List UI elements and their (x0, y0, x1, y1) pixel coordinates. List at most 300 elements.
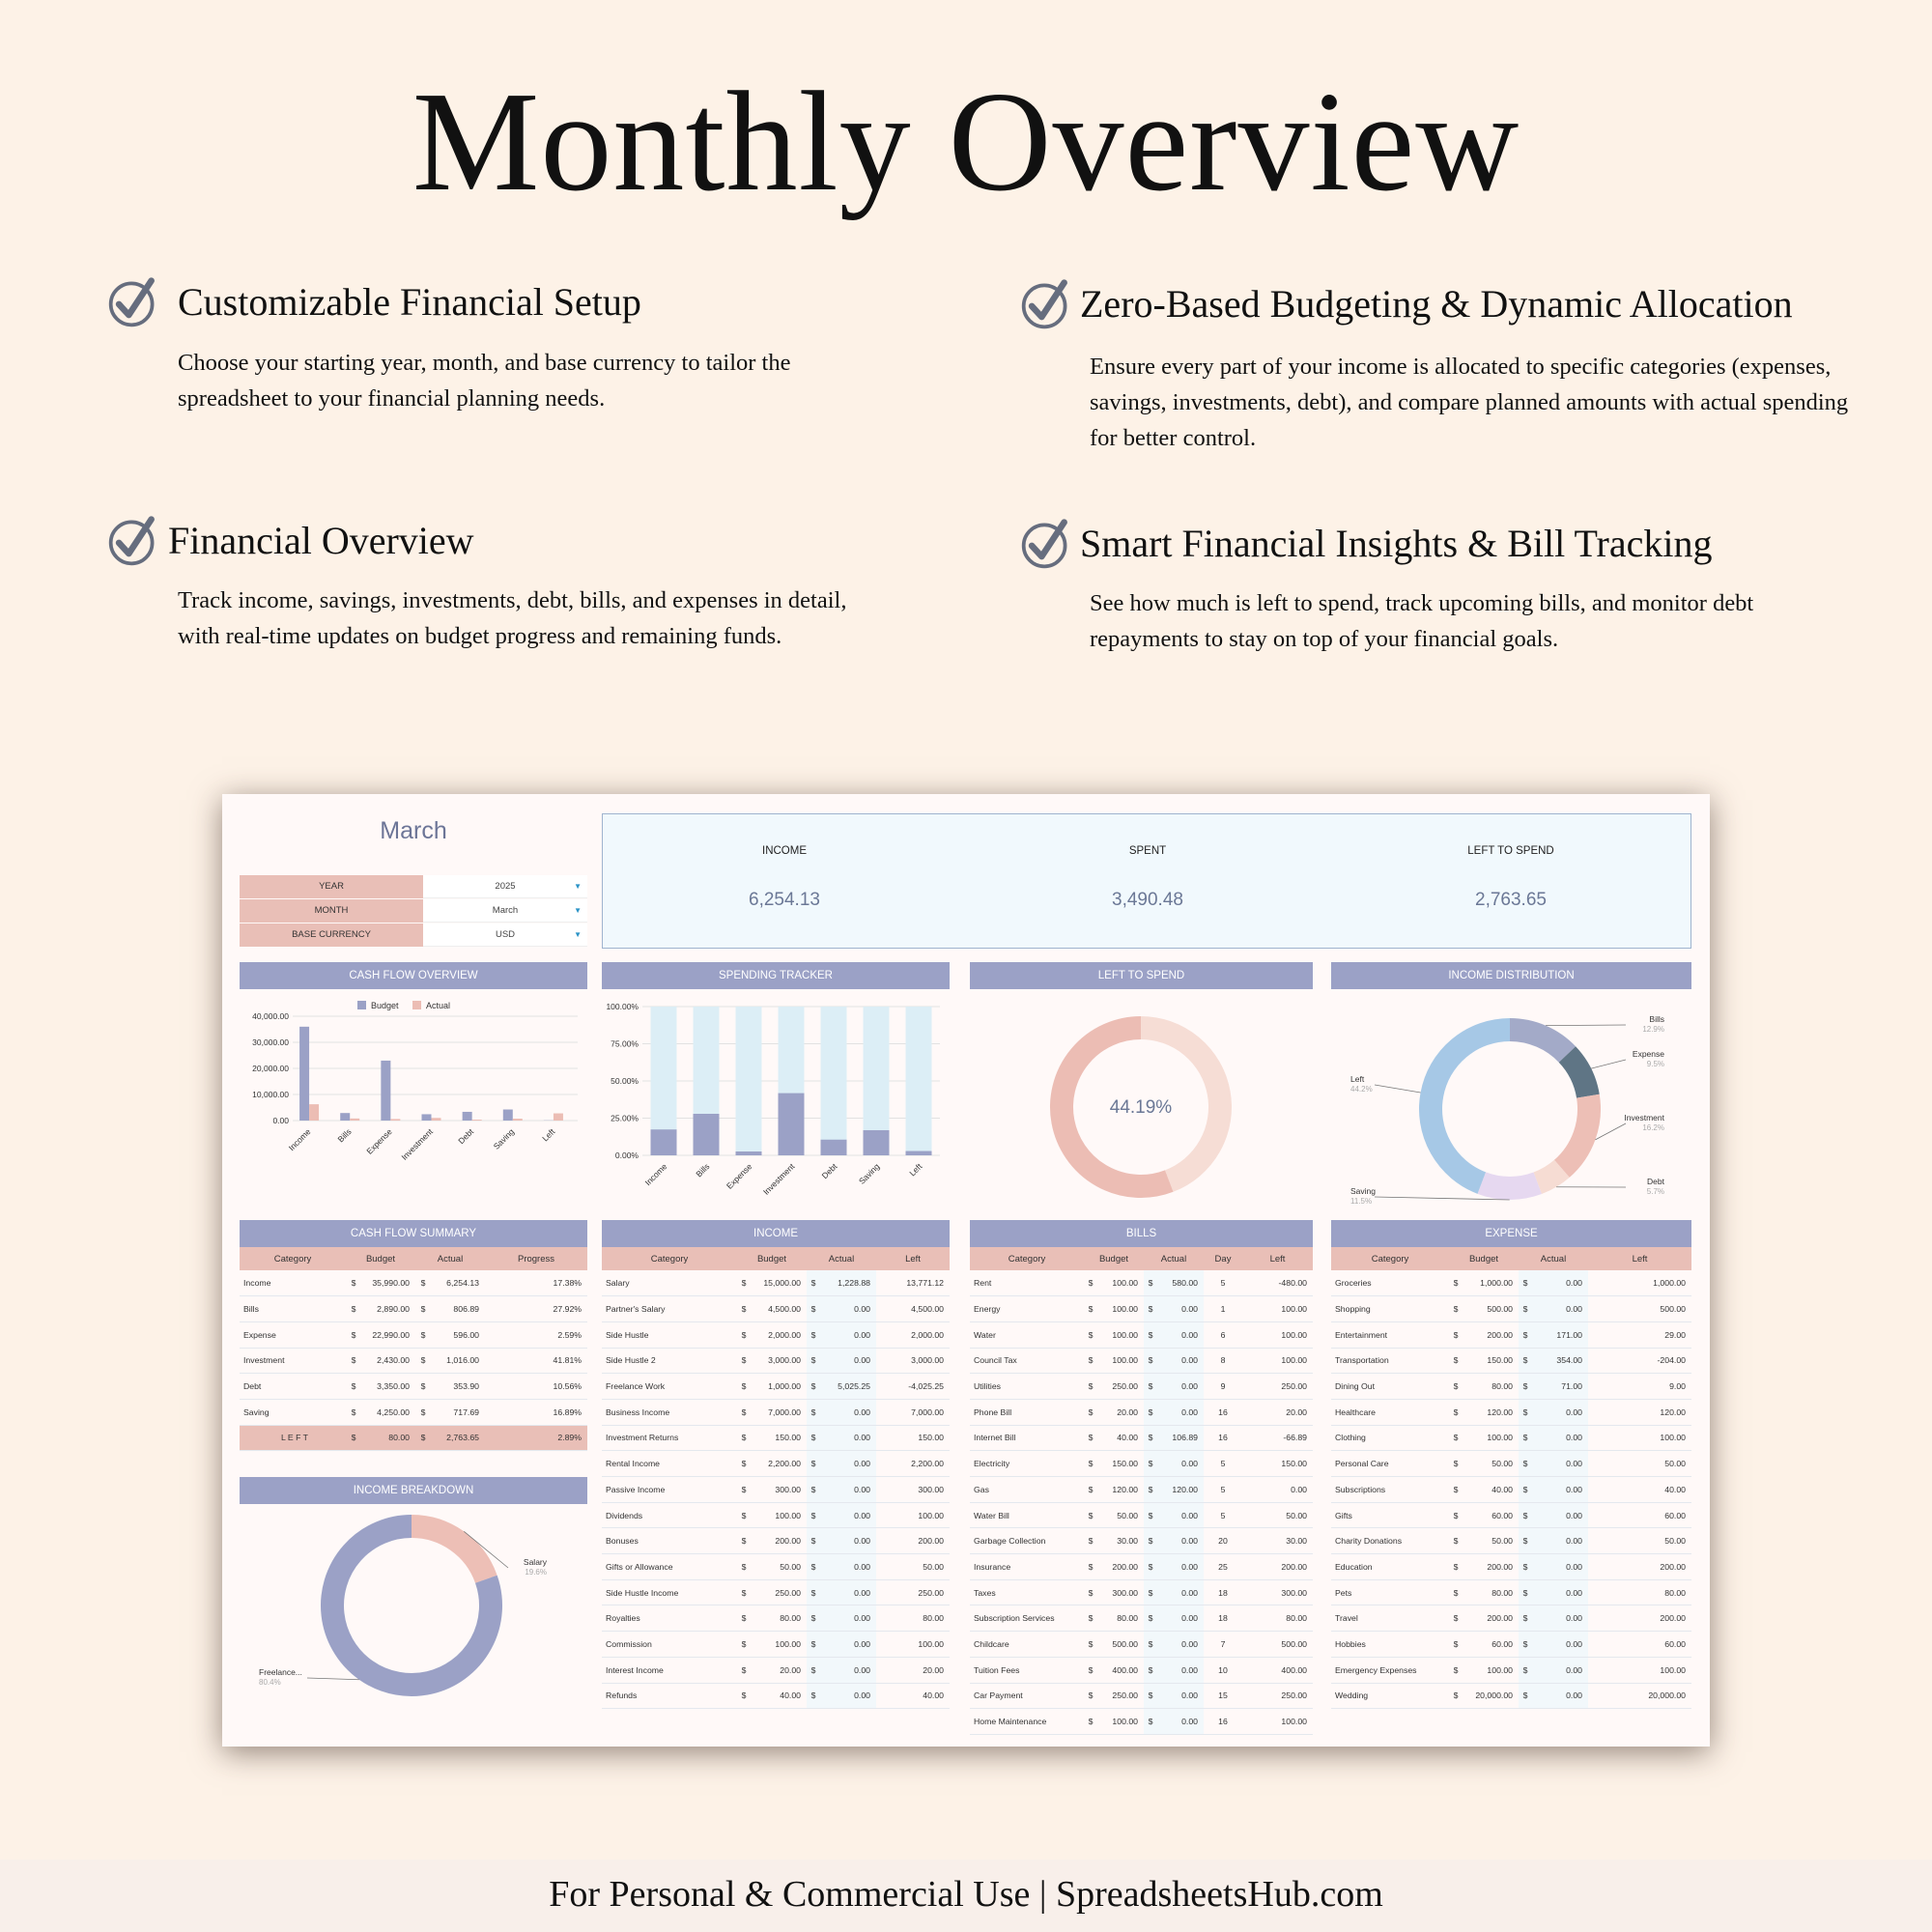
table-cell[interactable]: $ (1084, 1399, 1097, 1425)
table-cell[interactable]: 250.00 (1097, 1683, 1144, 1709)
table-cell[interactable]: 0.00 (1532, 1683, 1588, 1709)
table-cell[interactable]: $ (1449, 1348, 1463, 1374)
table-cell[interactable]: 106.89 (1157, 1425, 1204, 1451)
table-cell[interactable]: $ (1144, 1425, 1157, 1451)
table-cell[interactable]: $ (1449, 1528, 1463, 1554)
table-cell[interactable]: $ (1084, 1374, 1097, 1400)
table-cell[interactable]: Home Maintenance (970, 1709, 1084, 1735)
table-cell[interactable]: $ (1449, 1554, 1463, 1580)
table-cell[interactable]: Wedding (1331, 1683, 1449, 1709)
table-cell[interactable]: $ (737, 1528, 751, 1554)
table-cell[interactable]: 717.69 (431, 1399, 485, 1425)
table-cell[interactable]: 580.00 (1157, 1270, 1204, 1296)
table-cell[interactable]: 100.00 (876, 1502, 950, 1528)
table-cell[interactable]: 100.00 (1242, 1709, 1313, 1735)
table-cell[interactable]: $ (1519, 1554, 1532, 1580)
table-cell[interactable]: 100.00 (1588, 1657, 1691, 1683)
table-cell[interactable]: $ (1144, 1605, 1157, 1632)
table-cell[interactable]: $ (1084, 1632, 1097, 1658)
table-cell[interactable]: Dining Out (1331, 1374, 1449, 1400)
table-cell[interactable]: 0.00 (1532, 1502, 1588, 1528)
table-cell[interactable]: 100.00 (1242, 1348, 1313, 1374)
table-cell[interactable]: 13,771.12 (876, 1270, 950, 1296)
table-cell[interactable]: Travel (1331, 1605, 1449, 1632)
table-cell[interactable]: 250.00 (876, 1579, 950, 1605)
table-cell[interactable]: 22,990.00 (361, 1321, 415, 1348)
table-cell[interactable]: $ (1519, 1579, 1532, 1605)
table-cell[interactable]: Refunds (602, 1683, 737, 1709)
table-cell[interactable]: 0.00 (820, 1321, 876, 1348)
table-cell[interactable]: 18 (1204, 1605, 1242, 1632)
year-dropdown[interactable] (423, 875, 587, 898)
table-cell[interactable]: Investment Returns (602, 1425, 737, 1451)
table-cell[interactable]: L E F T (240, 1425, 346, 1451)
table-cell[interactable]: 353.90 (431, 1374, 485, 1400)
table-cell[interactable]: 2,200.00 (876, 1451, 950, 1477)
table-cell[interactable]: 100.00 (876, 1632, 950, 1658)
table-cell[interactable]: 120.00 (1588, 1399, 1691, 1425)
table-cell[interactable]: $ (737, 1270, 751, 1296)
table-cell[interactable]: 40.00 (1463, 1477, 1519, 1503)
table-cell[interactable]: 100.00 (1097, 1270, 1144, 1296)
table-cell[interactable]: $ (807, 1321, 820, 1348)
table-cell[interactable]: 200.00 (1463, 1605, 1519, 1632)
table-cell[interactable]: 120.00 (1463, 1399, 1519, 1425)
table-cell[interactable]: $ (1144, 1321, 1157, 1348)
table-cell[interactable]: $ (415, 1321, 431, 1348)
table-cell[interactable]: $ (1519, 1477, 1532, 1503)
table-cell[interactable]: Transportation (1331, 1348, 1449, 1374)
table-cell[interactable]: 2.89% (485, 1425, 587, 1451)
table-cell[interactable]: Commission (602, 1632, 737, 1658)
table-cell[interactable]: $ (1449, 1425, 1463, 1451)
table-cell[interactable]: Car Payment (970, 1683, 1084, 1709)
table-cell[interactable]: Rental Income (602, 1451, 737, 1477)
table-cell[interactable]: Business Income (602, 1399, 737, 1425)
table-cell[interactable]: Hobbies (1331, 1632, 1449, 1658)
table-cell[interactable]: $ (807, 1270, 820, 1296)
table-cell[interactable]: 0.00 (1157, 1374, 1204, 1400)
table-cell[interactable]: 10 (1204, 1657, 1242, 1683)
table-cell[interactable]: 20.00 (876, 1657, 950, 1683)
table-cell[interactable]: 100.00 (1242, 1296, 1313, 1322)
table-cell[interactable]: $ (807, 1348, 820, 1374)
table-cell[interactable]: 200.00 (1463, 1554, 1519, 1580)
table-cell[interactable]: Clothing (1331, 1425, 1449, 1451)
table-cell[interactable]: $ (807, 1296, 820, 1322)
table-cell[interactable]: 50.00 (1463, 1451, 1519, 1477)
table-cell[interactable]: Expense (240, 1321, 346, 1348)
table-cell[interactable]: 1 (1204, 1296, 1242, 1322)
table-cell[interactable]: 354.00 (1532, 1348, 1588, 1374)
table-cell[interactable]: $ (807, 1579, 820, 1605)
table-cell[interactable]: 35,990.00 (361, 1270, 415, 1296)
table-cell[interactable]: 4,250.00 (361, 1399, 415, 1425)
table-cell[interactable]: 41.81% (485, 1348, 587, 1374)
table-cell[interactable]: 40.00 (1097, 1425, 1144, 1451)
table-cell[interactable]: 150.00 (751, 1425, 807, 1451)
table-cell[interactable]: $ (807, 1657, 820, 1683)
table-cell[interactable]: 16 (1204, 1399, 1242, 1425)
table-cell[interactable]: 2.59% (485, 1321, 587, 1348)
table-cell[interactable]: 4,500.00 (876, 1296, 950, 1322)
table-cell[interactable]: Utilities (970, 1374, 1084, 1400)
table-cell[interactable]: $ (737, 1374, 751, 1400)
table-cell[interactable]: 100.00 (751, 1632, 807, 1658)
table-cell[interactable]: Entertainment (1331, 1321, 1449, 1348)
table-cell[interactable]: $ (1449, 1477, 1463, 1503)
table-cell[interactable]: 0.00 (820, 1605, 876, 1632)
table-cell[interactable]: 0.00 (1532, 1477, 1588, 1503)
table-cell[interactable]: $ (737, 1399, 751, 1425)
table-cell[interactable]: 16 (1204, 1425, 1242, 1451)
table-cell[interactable]: $ (415, 1348, 431, 1374)
table-cell[interactable]: 9.00 (1588, 1374, 1691, 1400)
table-cell[interactable]: 400.00 (1242, 1657, 1313, 1683)
table-cell[interactable]: $ (1084, 1502, 1097, 1528)
table-cell[interactable]: 120.00 (1097, 1477, 1144, 1503)
table-cell[interactable]: 806.89 (431, 1296, 485, 1322)
table-cell[interactable]: $ (1144, 1554, 1157, 1580)
table-cell[interactable]: 4,500.00 (751, 1296, 807, 1322)
table-cell[interactable]: 80.00 (1463, 1374, 1519, 1400)
table-cell[interactable]: Healthcare (1331, 1399, 1449, 1425)
table-cell[interactable]: 150.00 (1463, 1348, 1519, 1374)
table-cell[interactable]: $ (1519, 1296, 1532, 1322)
table-cell[interactable]: $ (346, 1321, 361, 1348)
table-cell[interactable]: 20.00 (1097, 1399, 1144, 1425)
table-cell[interactable]: $ (1144, 1632, 1157, 1658)
table-cell[interactable]: 0.00 (820, 1528, 876, 1554)
table-cell[interactable]: $ (415, 1399, 431, 1425)
table-cell[interactable]: $ (737, 1451, 751, 1477)
table-cell[interactable]: $ (807, 1451, 820, 1477)
table-cell[interactable]: 150.00 (1097, 1451, 1144, 1477)
table-cell[interactable]: $ (1084, 1296, 1097, 1322)
table-cell[interactable]: $ (737, 1579, 751, 1605)
table-cell[interactable]: $ (1144, 1374, 1157, 1400)
table-cell[interactable]: Gas (970, 1477, 1084, 1503)
table-cell[interactable]: Electricity (970, 1451, 1084, 1477)
table-cell[interactable]: Side Hustle (602, 1321, 737, 1348)
table-cell[interactable]: 20.00 (1242, 1399, 1313, 1425)
table-cell[interactable]: 100.00 (1588, 1425, 1691, 1451)
table-cell[interactable]: 0.00 (1157, 1502, 1204, 1528)
table-cell[interactable]: $ (1084, 1451, 1097, 1477)
table-cell[interactable]: 596.00 (431, 1321, 485, 1348)
table-cell[interactable]: 300.00 (1242, 1579, 1313, 1605)
table-cell[interactable]: Gifts (1331, 1502, 1449, 1528)
table-cell[interactable]: Investment (240, 1348, 346, 1374)
table-cell[interactable]: 0.00 (1532, 1296, 1588, 1322)
table-cell[interactable]: Interest Income (602, 1657, 737, 1683)
table-cell[interactable]: Side Hustle Income (602, 1579, 737, 1605)
table-cell[interactable]: $ (1519, 1321, 1532, 1348)
table-cell[interactable]: 0.00 (1532, 1554, 1588, 1580)
table-cell[interactable]: 40.00 (876, 1683, 950, 1709)
table-cell[interactable]: Emergency Expenses (1331, 1657, 1449, 1683)
table-cell[interactable]: 500.00 (1097, 1632, 1144, 1658)
table-cell[interactable]: 200.00 (1097, 1554, 1144, 1580)
table-cell[interactable]: 0.00 (820, 1554, 876, 1580)
table-cell[interactable]: $ (1144, 1709, 1157, 1735)
table-cell[interactable]: 50.00 (876, 1554, 950, 1580)
table-cell[interactable]: Passive Income (602, 1477, 737, 1503)
table-cell[interactable]: 2,763.65 (431, 1425, 485, 1451)
table-cell[interactable]: Taxes (970, 1579, 1084, 1605)
table-cell[interactable]: 0.00 (820, 1579, 876, 1605)
table-cell[interactable]: $ (737, 1632, 751, 1658)
table-cell[interactable]: $ (807, 1425, 820, 1451)
table-cell[interactable]: 300.00 (876, 1477, 950, 1503)
table-cell[interactable]: $ (415, 1270, 431, 1296)
table-cell[interactable]: 1,000.00 (1588, 1270, 1691, 1296)
table-cell[interactable]: 0.00 (1532, 1270, 1588, 1296)
table-cell[interactable]: $ (1449, 1632, 1463, 1658)
table-cell[interactable]: Bonuses (602, 1528, 737, 1554)
table-cell[interactable]: 500.00 (1588, 1296, 1691, 1322)
table-cell[interactable]: 100.00 (1097, 1296, 1144, 1322)
table-cell[interactable]: 60.00 (1463, 1502, 1519, 1528)
table-cell[interactable]: $ (1449, 1374, 1463, 1400)
table-cell[interactable]: 3,000.00 (876, 1348, 950, 1374)
table-cell[interactable]: Debt (240, 1374, 346, 1400)
table-cell[interactable]: 0.00 (1157, 1399, 1204, 1425)
table-cell[interactable]: $ (807, 1477, 820, 1503)
table-cell[interactable]: $ (1449, 1296, 1463, 1322)
table-cell[interactable]: Education (1331, 1554, 1449, 1580)
table-cell[interactable]: 1,016.00 (431, 1348, 485, 1374)
table-cell[interactable]: $ (346, 1425, 361, 1451)
table-cell[interactable]: 0.00 (1157, 1554, 1204, 1580)
table-cell[interactable]: 500.00 (1463, 1296, 1519, 1322)
table-cell[interactable]: 0.00 (1157, 1296, 1204, 1322)
table-cell[interactable]: 9 (1204, 1374, 1242, 1400)
table-cell[interactable]: $ (1144, 1451, 1157, 1477)
table-cell[interactable]: 80.00 (876, 1605, 950, 1632)
table-cell[interactable]: 0.00 (820, 1425, 876, 1451)
table-cell[interactable]: 30.00 (1097, 1528, 1144, 1554)
table-cell[interactable]: 80.00 (1463, 1579, 1519, 1605)
table-cell[interactable]: $ (1144, 1270, 1157, 1296)
month-dropdown[interactable] (423, 899, 587, 923)
table-cell[interactable]: Side Hustle 2 (602, 1348, 737, 1374)
table-cell[interactable]: 1,228.88 (820, 1270, 876, 1296)
table-cell[interactable]: $ (415, 1296, 431, 1322)
table-cell[interactable]: 17.38% (485, 1270, 587, 1296)
table-cell[interactable]: $ (1144, 1579, 1157, 1605)
table-cell[interactable]: Partner's Salary (602, 1296, 737, 1322)
table-cell[interactable]: 100.00 (1097, 1348, 1144, 1374)
table-cell[interactable]: 0.00 (1157, 1632, 1204, 1658)
table-cell[interactable]: 40.00 (751, 1683, 807, 1709)
table-cell[interactable]: Income (240, 1270, 346, 1296)
table-cell[interactable]: 50.00 (1588, 1451, 1691, 1477)
table-cell[interactable]: $ (1084, 1579, 1097, 1605)
table-cell[interactable]: Freelance Work (602, 1374, 737, 1400)
table-cell[interactable]: 300.00 (751, 1477, 807, 1503)
table-cell[interactable]: 20,000.00 (1463, 1683, 1519, 1709)
table-cell[interactable]: 0.00 (820, 1632, 876, 1658)
table-cell[interactable]: $ (1519, 1528, 1532, 1554)
table-cell[interactable]: 7,000.00 (876, 1399, 950, 1425)
table-cell[interactable]: 40.00 (1588, 1477, 1691, 1503)
table-cell[interactable]: $ (807, 1528, 820, 1554)
table-cell[interactable]: $ (1519, 1348, 1532, 1374)
currency-dropdown[interactable] (423, 923, 587, 947)
table-cell[interactable]: Garbage Collection (970, 1528, 1084, 1554)
table-cell[interactable]: 0.00 (1532, 1528, 1588, 1554)
table-cell[interactable]: 60.00 (1463, 1632, 1519, 1658)
table-cell[interactable]: 400.00 (1097, 1657, 1144, 1683)
table-cell[interactable]: $ (1084, 1554, 1097, 1580)
table-cell[interactable]: 100.00 (1097, 1709, 1144, 1735)
table-cell[interactable]: 80.00 (361, 1425, 415, 1451)
table-cell[interactable]: 1,000.00 (751, 1374, 807, 1400)
table-cell[interactable]: 200.00 (1588, 1605, 1691, 1632)
table-cell[interactable]: 0.00 (1157, 1605, 1204, 1632)
table-cell[interactable]: 0.00 (820, 1477, 876, 1503)
table-cell[interactable]: Saving (240, 1399, 346, 1425)
table-cell[interactable]: Bills (240, 1296, 346, 1322)
table-cell[interactable]: 20 (1204, 1528, 1242, 1554)
table-cell[interactable]: 200.00 (1463, 1321, 1519, 1348)
table-cell[interactable]: 0.00 (1157, 1451, 1204, 1477)
table-cell[interactable]: $ (1519, 1683, 1532, 1709)
table-cell[interactable]: $ (1449, 1399, 1463, 1425)
table-cell[interactable]: 3,350.00 (361, 1374, 415, 1400)
table-cell[interactable]: $ (1449, 1683, 1463, 1709)
table-cell[interactable]: $ (807, 1605, 820, 1632)
table-cell[interactable]: $ (1144, 1477, 1157, 1503)
table-cell[interactable]: 2,200.00 (751, 1451, 807, 1477)
table-cell[interactable]: 29.00 (1588, 1321, 1691, 1348)
table-cell[interactable]: 30.00 (1242, 1528, 1313, 1554)
table-cell[interactable]: 250.00 (1242, 1374, 1313, 1400)
table-cell[interactable]: -4,025.25 (876, 1374, 950, 1400)
table-cell[interactable]: $ (346, 1348, 361, 1374)
table-cell[interactable]: 27.92% (485, 1296, 587, 1322)
table-cell[interactable]: 20,000.00 (1588, 1683, 1691, 1709)
table-cell[interactable]: 250.00 (751, 1579, 807, 1605)
table-cell[interactable]: $ (415, 1374, 431, 1400)
table-cell[interactable]: $ (1144, 1296, 1157, 1322)
table-cell[interactable]: 200.00 (751, 1528, 807, 1554)
table-cell[interactable]: 0.00 (1532, 1632, 1588, 1658)
table-cell[interactable]: $ (1084, 1528, 1097, 1554)
table-cell[interactable]: $ (1144, 1683, 1157, 1709)
table-cell[interactable]: 15,000.00 (751, 1270, 807, 1296)
table-cell[interactable]: 5 (1204, 1477, 1242, 1503)
table-cell[interactable]: Shopping (1331, 1296, 1449, 1322)
table-cell[interactable]: 200.00 (1242, 1554, 1313, 1580)
table-cell[interactable]: 0.00 (1532, 1425, 1588, 1451)
table-cell[interactable]: $ (737, 1657, 751, 1683)
table-cell[interactable]: 100.00 (1463, 1425, 1519, 1451)
table-cell[interactable]: -480.00 (1242, 1270, 1313, 1296)
table-cell[interactable]: 0.00 (1157, 1579, 1204, 1605)
table-cell[interactable]: 0.00 (1532, 1451, 1588, 1477)
table-cell[interactable]: $ (807, 1632, 820, 1658)
table-cell[interactable]: $ (1449, 1451, 1463, 1477)
table-cell[interactable]: 2,000.00 (876, 1321, 950, 1348)
table-cell[interactable]: Insurance (970, 1554, 1084, 1580)
table-cell[interactable]: -66.89 (1242, 1425, 1313, 1451)
table-cell[interactable]: 0.00 (1532, 1399, 1588, 1425)
table-cell[interactable]: $ (737, 1321, 751, 1348)
table-cell[interactable]: 0.00 (820, 1502, 876, 1528)
table-cell[interactable]: $ (1519, 1605, 1532, 1632)
table-cell[interactable]: Water (970, 1321, 1084, 1348)
table-cell[interactable]: 100.00 (1097, 1321, 1144, 1348)
table-cell[interactable]: 50.00 (1588, 1528, 1691, 1554)
table-cell[interactable]: $ (346, 1270, 361, 1296)
table-cell[interactable]: 60.00 (1588, 1502, 1691, 1528)
table-cell[interactable]: $ (1084, 1348, 1097, 1374)
table-cell[interactable]: $ (807, 1399, 820, 1425)
table-cell[interactable]: $ (737, 1425, 751, 1451)
table-cell[interactable]: 2,430.00 (361, 1348, 415, 1374)
table-cell[interactable]: $ (1084, 1683, 1097, 1709)
table-cell[interactable]: $ (807, 1502, 820, 1528)
table-cell[interactable]: Salary (602, 1270, 737, 1296)
table-cell[interactable]: 500.00 (1242, 1632, 1313, 1658)
table-cell[interactable]: 0.00 (1157, 1528, 1204, 1554)
table-cell[interactable]: 20.00 (751, 1657, 807, 1683)
table-cell[interactable]: 171.00 (1532, 1321, 1588, 1348)
table-cell[interactable]: 80.00 (1242, 1605, 1313, 1632)
table-cell[interactable]: 1,000.00 (1463, 1270, 1519, 1296)
table-cell[interactable]: Phone Bill (970, 1399, 1084, 1425)
table-cell[interactable]: Pets (1331, 1579, 1449, 1605)
table-cell[interactable]: 0.00 (1157, 1683, 1204, 1709)
table-cell[interactable]: 200.00 (876, 1528, 950, 1554)
table-cell[interactable]: 16 (1204, 1709, 1242, 1735)
table-cell[interactable]: $ (346, 1296, 361, 1322)
table-cell[interactable]: 0.00 (820, 1348, 876, 1374)
table-cell[interactable]: Tuition Fees (970, 1657, 1084, 1683)
table-cell[interactable]: Subscriptions (1331, 1477, 1449, 1503)
table-cell[interactable]: 16.89% (485, 1399, 587, 1425)
table-cell[interactable]: 0.00 (1157, 1348, 1204, 1374)
table-cell[interactable]: 0.00 (820, 1657, 876, 1683)
table-cell[interactable]: 0.00 (1157, 1657, 1204, 1683)
table-cell[interactable]: 80.00 (1588, 1579, 1691, 1605)
table-cell[interactable]: 6,254.13 (431, 1270, 485, 1296)
table-cell[interactable]: $ (1519, 1451, 1532, 1477)
table-cell[interactable]: Council Tax (970, 1348, 1084, 1374)
table-cell[interactable]: $ (1449, 1502, 1463, 1528)
table-cell[interactable]: 100.00 (751, 1502, 807, 1528)
table-cell[interactable]: $ (1084, 1425, 1097, 1451)
table-cell[interactable]: $ (1084, 1709, 1097, 1735)
table-cell[interactable]: $ (737, 1683, 751, 1709)
table-cell[interactable]: $ (737, 1554, 751, 1580)
table-cell[interactable]: $ (1449, 1270, 1463, 1296)
table-cell[interactable]: 300.00 (1097, 1579, 1144, 1605)
table-cell[interactable]: Childcare (970, 1632, 1084, 1658)
table-cell[interactable]: $ (1449, 1321, 1463, 1348)
table-cell[interactable]: $ (1084, 1477, 1097, 1503)
table-cell[interactable]: $ (1449, 1657, 1463, 1683)
table-cell[interactable]: $ (1519, 1632, 1532, 1658)
table-cell[interactable]: $ (1144, 1399, 1157, 1425)
table-cell[interactable]: $ (1144, 1502, 1157, 1528)
table-cell[interactable]: 50.00 (1097, 1502, 1144, 1528)
table-cell[interactable]: $ (1519, 1425, 1532, 1451)
table-cell[interactable]: $ (1519, 1270, 1532, 1296)
table-cell[interactable]: 0.00 (1242, 1477, 1313, 1503)
